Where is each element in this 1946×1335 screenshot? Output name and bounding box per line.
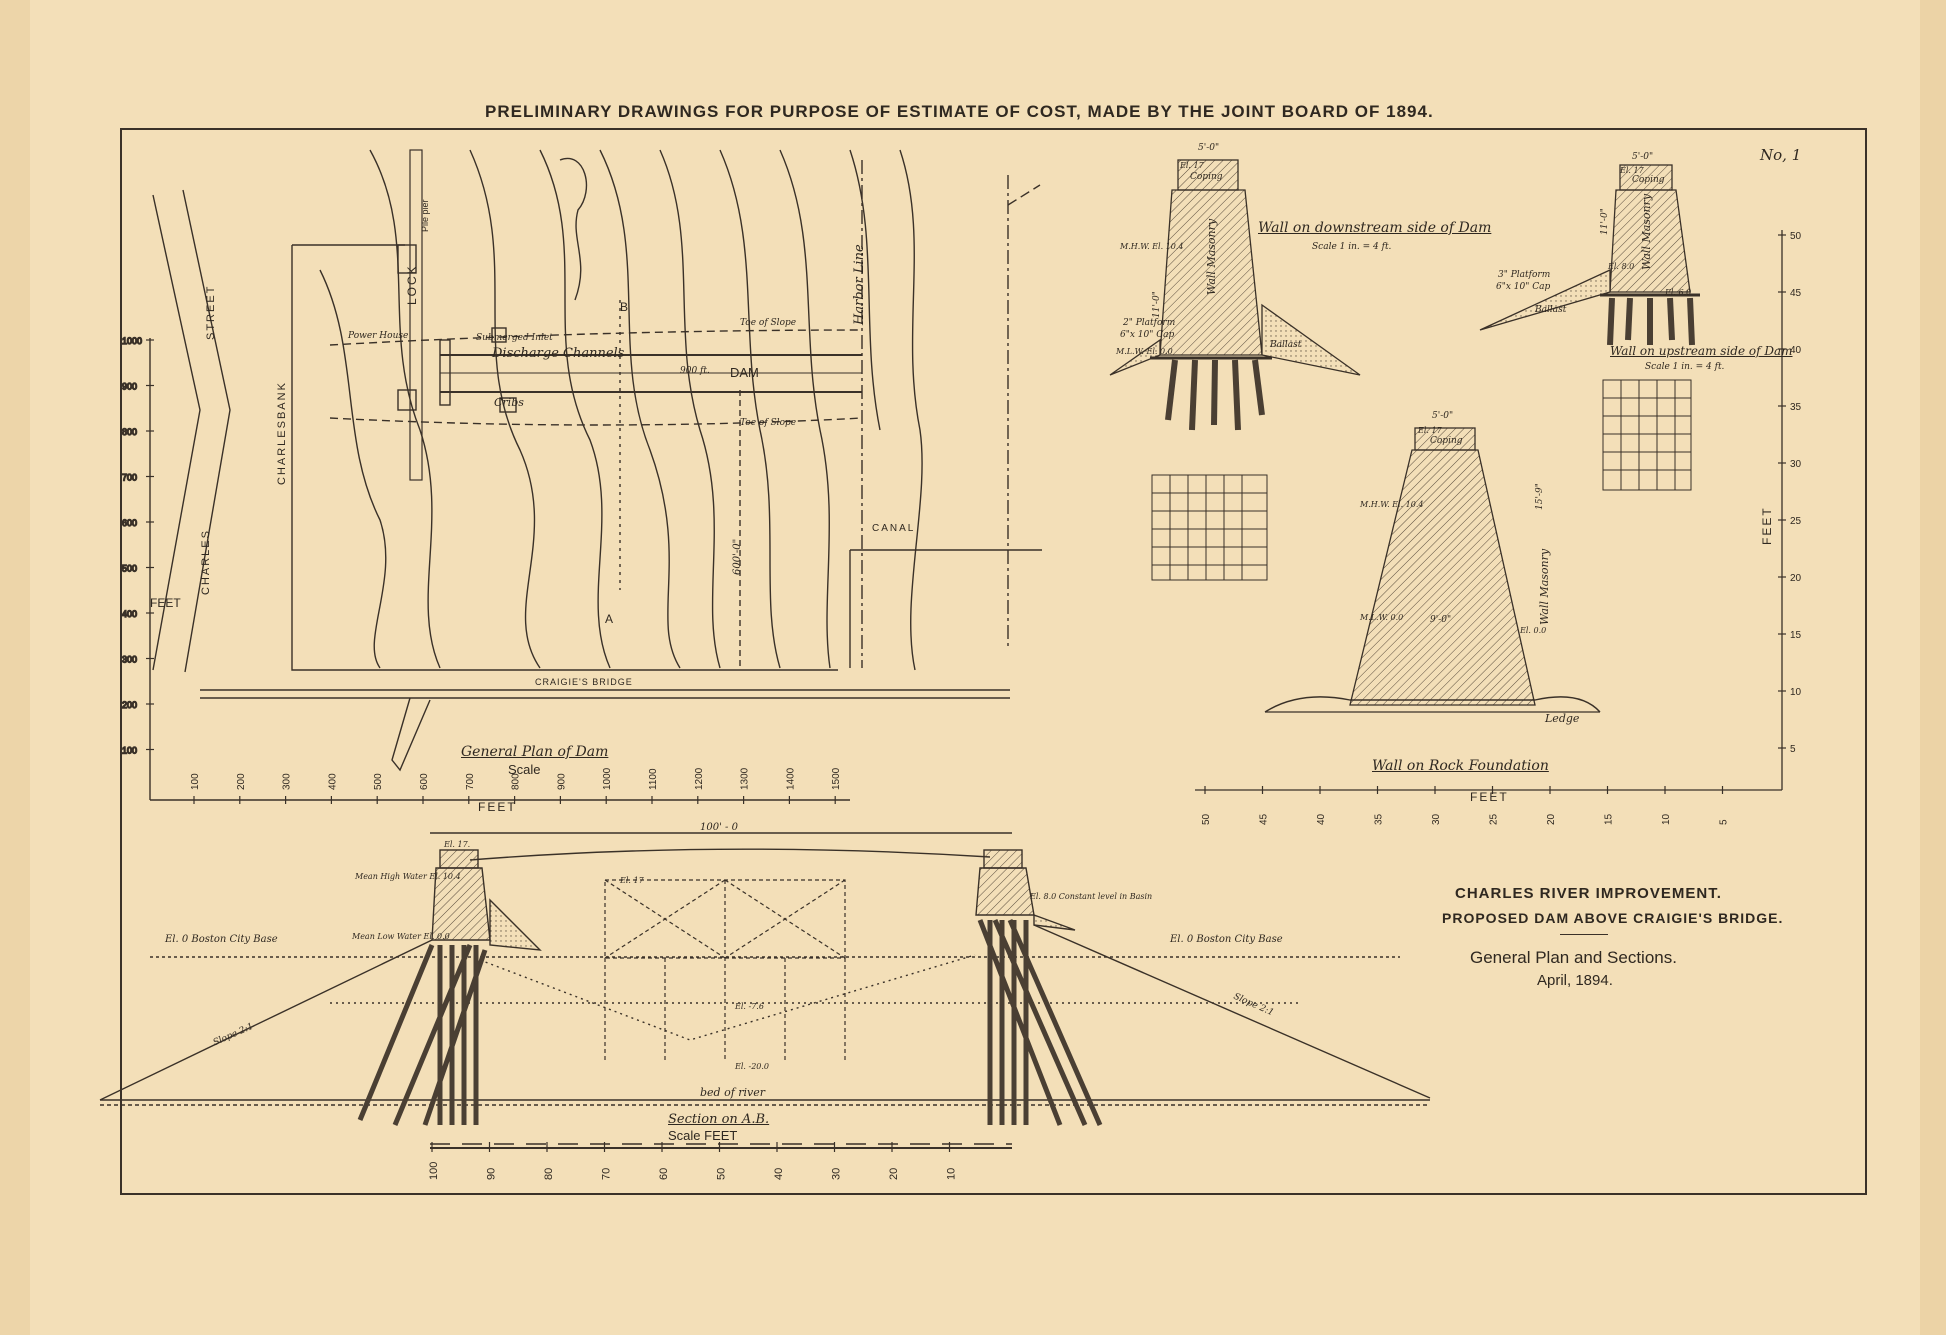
- rock-height: 15'-9": [1535, 483, 1545, 510]
- caption-divider: [1560, 934, 1608, 935]
- section-mlw: Mean Low Water El. 0.0: [352, 932, 450, 941]
- plan-x-tick-label: 800: [510, 773, 522, 790]
- craigies-bridge-label: CRAIGIE'S BRIDGE: [535, 677, 633, 687]
- charlesbank-label: CHARLESBANK: [276, 381, 288, 485]
- plan-x-tick-label: 200: [235, 773, 247, 790]
- plan-y-tick-label: 700: [122, 472, 138, 483]
- plan-x-tick-label: 1400: [785, 767, 797, 790]
- downstream-ballast: Ballast: [1270, 340, 1302, 350]
- downstream-el17: El. 17: [1180, 161, 1204, 170]
- plan-y-tick-label: 800: [122, 427, 138, 437]
- submerged-inlet-label: Submerged Inlet: [476, 333, 553, 343]
- plan-x-tick-label: 100: [190, 773, 201, 790]
- caption-line-4: April, 1894.: [1537, 972, 1613, 989]
- section-tick-label: 20: [888, 1167, 900, 1180]
- upstream-platform: 3" Platform: [1498, 270, 1551, 280]
- section-el-low: El. -20.0: [735, 1062, 769, 1071]
- plan-x-feet-label: FEET: [478, 800, 517, 814]
- plan-x-tick-label: 700: [464, 773, 476, 790]
- section-span: 100' - 0: [700, 822, 738, 833]
- plan-y-tick-label: 300: [122, 654, 138, 665]
- section-el17-left: El. 17.: [444, 840, 471, 849]
- section-bed: bed of river: [700, 1086, 766, 1099]
- caption-line-3: General Plan and Sections.: [1470, 948, 1677, 967]
- detail-right-tick-label: 30: [1790, 459, 1802, 470]
- detail-bottom-tick-label: 45: [1258, 813, 1270, 825]
- upstream-ballast: Ballast: [1535, 305, 1567, 315]
- section-tick-label: 100: [428, 1161, 440, 1180]
- caption-line-1: CHARLES RIVER IMPROVEMENT.: [1455, 885, 1722, 902]
- section-tick-label: 90: [485, 1167, 498, 1180]
- detail-bottom-tick-label: 35: [1373, 813, 1385, 825]
- detail-right-tick-label: 25: [1790, 516, 1802, 527]
- section-tick-label: 10: [945, 1167, 958, 1180]
- plan-y-tick-label: 600: [122, 518, 138, 528]
- plan-x-tick-label: 1300: [739, 767, 751, 790]
- section-mhw: Mean High Water El. 10.4: [355, 872, 461, 881]
- plan-y-tick-label: 500: [122, 563, 138, 574]
- rock-el17: El. 17: [1418, 426, 1442, 435]
- harbor-line-label: Harbor Line: [852, 244, 867, 325]
- section-el-mid: El. -7.6: [735, 1002, 764, 1011]
- upstream-coping: Coping: [1632, 175, 1665, 185]
- canal-label: CANAL: [872, 523, 916, 534]
- section-el17-mid: El. 17: [620, 876, 644, 885]
- plan-y-feet-label: FEET: [150, 596, 181, 610]
- section-tick-label: 80: [543, 1167, 555, 1180]
- plan-x-tick-label: 600: [419, 773, 430, 790]
- section-slope-left: Slope 2:1: [211, 1021, 256, 1049]
- plan-x-tick-label: 1100: [648, 768, 659, 790]
- downstream-masonry: Wall Masonry: [1205, 218, 1218, 295]
- plan-x-tick-label: 1200: [693, 767, 705, 790]
- pile-pier-label: Pile pier: [420, 199, 430, 232]
- detail-right-tick-label: 50: [1790, 231, 1802, 242]
- drawing-title: PRELIMINARY DRAWINGS FOR PURPOSE OF ESTIMATE OF COST, MADE BY THE JOINT BOARD OF 1894.: [485, 102, 1434, 121]
- plan-y-tick-label: 1000: [122, 336, 143, 346]
- rock-title: Wall on Rock Foundation: [1372, 758, 1549, 774]
- detail-right-feet: FEET: [1760, 506, 1774, 545]
- section-tick-label: 70: [600, 1167, 613, 1180]
- section-tick-label: 60: [658, 1167, 670, 1180]
- detail-right-tick-label: 5: [1790, 744, 1796, 755]
- plan-x-tick-label: 400: [327, 773, 339, 790]
- charles-label: CHARLES: [200, 529, 212, 595]
- section-caption: Section on A.B.: [668, 1112, 770, 1127]
- caption-line-2: PROPOSED DAM ABOVE CRAIGIE'S BRIDGE.: [1442, 910, 1784, 926]
- plan-scale-word: Scale: [508, 762, 541, 777]
- plan-y-tick-label: 200: [122, 700, 138, 710]
- detail-bottom-tick-label: 30: [1431, 813, 1442, 825]
- point-b-label: B: [620, 300, 629, 314]
- plan-x-tick-label: 300: [281, 773, 293, 790]
- point-a-label: A: [605, 612, 614, 626]
- detail-right-tick-label: 45: [1790, 288, 1802, 299]
- downstream-coping: Coping: [1190, 172, 1223, 182]
- downstream-title: Wall on downstream side of Dam: [1258, 220, 1492, 236]
- dim-600-label: 600'-0": [732, 538, 743, 575]
- detail-right-tick-label: 40: [1790, 345, 1802, 356]
- detail-bottom-tick-label: 25: [1488, 813, 1500, 825]
- detail-bottom-tick-label: 20: [1546, 813, 1557, 825]
- dam-length-label: 900 ft.: [680, 366, 710, 376]
- toe-slope-bottom-label: Toe of Slope: [740, 418, 797, 428]
- downstream-height: 11'-0": [1152, 291, 1162, 318]
- lock-label: LOCK: [405, 264, 419, 305]
- detail-bottom-tick-label: 10: [1661, 813, 1672, 825]
- rock-masonry: Wall Masonry: [1538, 548, 1551, 625]
- plan-x-tick-label: 1000: [602, 767, 614, 790]
- detail-right-tick-label: 10: [1790, 687, 1802, 698]
- downstream-mlw: M.L.W. El. 0.0: [1116, 347, 1173, 356]
- downstream-scale: Scale 1 in. = 4 ft.: [1312, 242, 1392, 252]
- rock-base-dim: 9'-0": [1430, 615, 1452, 625]
- detail-bottom-feet: FEET: [1470, 790, 1509, 804]
- rock-mhw: M.H.W. El. 10.4: [1360, 500, 1424, 509]
- dam-label: DAM: [730, 365, 759, 380]
- rock-coping: Coping: [1430, 436, 1463, 446]
- upstream-el17: El. 17: [1620, 166, 1644, 175]
- plan-x-tick-label: 900: [556, 773, 568, 790]
- section-scale-caption: Scale FEET: [668, 1128, 738, 1143]
- street-label: STREET: [205, 284, 217, 340]
- section-tick-label: 50: [715, 1167, 728, 1180]
- rock-top-dim: 5'-0": [1432, 411, 1454, 421]
- plan-caption: General Plan of Dam: [461, 744, 609, 760]
- discharge-channels-label: Discharge Channels: [492, 346, 625, 361]
- rock-el0: El. 0.0: [1520, 626, 1547, 635]
- detail-bottom-tick-label: 50: [1201, 813, 1212, 825]
- upstream-cap: 6"x 10" Cap: [1496, 282, 1551, 292]
- sheet-number: No, 1: [1760, 146, 1802, 164]
- detail-bottom-tick-label: 5: [1718, 819, 1730, 825]
- detail-right-tick-label: 20: [1790, 573, 1802, 584]
- plan-y-tick-label: 900: [122, 381, 138, 392]
- plan-y-tick-label: 100: [122, 745, 138, 756]
- detail-right-tick-label: 15: [1790, 630, 1802, 641]
- plan-x-tick-label: 1500: [831, 767, 843, 790]
- upstream-title: Wall on upstream side of Dam: [1610, 344, 1793, 358]
- downstream-cap: 6"x 10" Cap: [1120, 330, 1175, 340]
- upstream-scale: Scale 1 in. = 4 ft.: [1645, 362, 1725, 372]
- section-boston-left: El. 0 Boston City Base: [165, 934, 278, 945]
- section-tick-label: 40: [773, 1167, 785, 1180]
- downstream-top-dim: 5'-0": [1198, 143, 1220, 153]
- upstream-height: 11'-0": [1600, 208, 1610, 235]
- detail-right-tick-label: 35: [1790, 402, 1802, 413]
- toe-slope-top-label: Toe of Slope: [740, 318, 797, 328]
- cribs-label: Cribs: [494, 396, 524, 409]
- section-constant: El. 8.0 Constant level in Basin: [1030, 892, 1153, 901]
- rock-ledge: Ledge: [1545, 712, 1580, 725]
- downstream-mhw: M.H.W. El. 10.4: [1120, 242, 1184, 251]
- section-tick-label: 30: [830, 1167, 843, 1180]
- upstream-masonry: Wall Masonry: [1640, 193, 1653, 270]
- upstream-top-dim: 5'-0": [1632, 152, 1654, 162]
- plan-y-tick-label: 400: [122, 609, 138, 619]
- section-boston-right: El. 0 Boston City Base: [1170, 934, 1283, 945]
- detail-bottom-tick-label: 40: [1316, 813, 1327, 825]
- upstream-el8: El. 8.0: [1608, 262, 1635, 271]
- plan-x-tick-label: 500: [373, 773, 385, 790]
- upstream-el6: El. 6.0: [1665, 288, 1692, 297]
- section-slope-right: Slope 2:1: [1231, 991, 1276, 1019]
- rock-mlw: M.L.W. 0.0: [1360, 613, 1404, 622]
- downstream-platform: 2" Platform: [1123, 318, 1176, 328]
- detail-bottom-tick-label: 15: [1603, 813, 1615, 825]
- power-house-label: Power House: [348, 331, 409, 341]
